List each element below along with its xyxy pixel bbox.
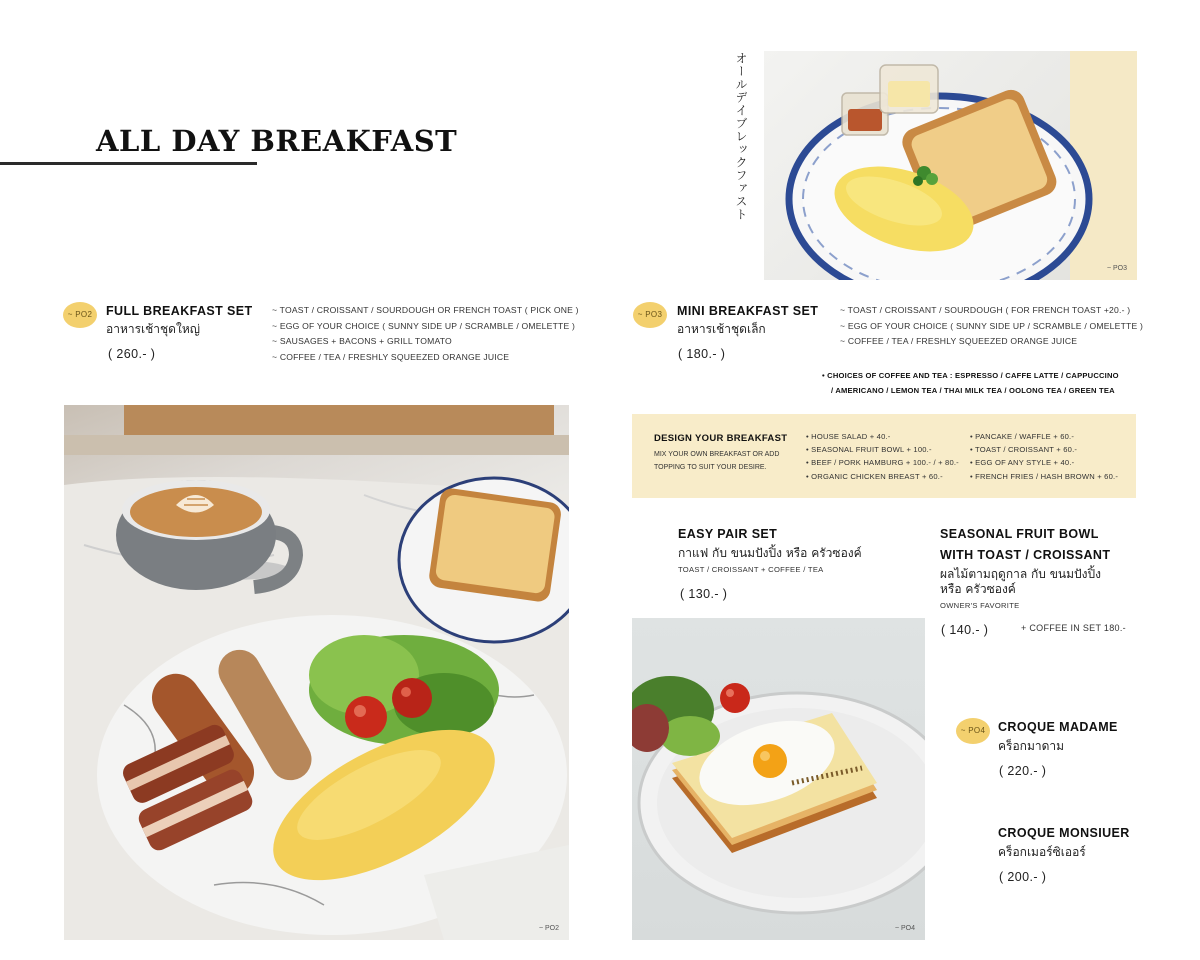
choices-line: • CHOICES OF COFFEE AND TEA : ESPRESSO / CAFFE LATTE / CAPPUCCINO <box>822 371 1119 380</box>
choices-line: / AMERICANO / LEMON TEA / THAI MILK TEA / OOLONG TEA / GREEN TEA <box>831 386 1115 395</box>
design-your-breakfast-panel <box>632 414 1136 498</box>
item-thai-full-breakfast: อาหารเช้าชุดใหญ่ <box>106 322 200 336</box>
list-item: • BEEF / PORK HAMBURG + 100.- / + 80.- <box>806 456 959 469</box>
item-thai-fruit-bowl-line2: หรือ ครัวซองค์ <box>940 582 1016 596</box>
photo-caption: ~ PO2 <box>538 925 559 932</box>
item-name-croque-madame: CROQUE MADAME <box>998 720 1118 734</box>
full-breakfast-description <box>272 303 579 365</box>
page-title: ALL DAY BREAKFAST <box>96 124 458 158</box>
list-item: ~ TOAST / CROISSANT / SOURDOUGH ( FOR FRENCH TOAST +20.- ) <box>840 303 1143 319</box>
list-item: • TOAST / CROISSANT + 60.- <box>970 443 1118 456</box>
photo-full-breakfast <box>64 405 569 940</box>
menu-code-badge: ~ PO3 <box>633 302 667 328</box>
title-underline <box>0 162 257 165</box>
item-name-easy-pair: EASY PAIR SET <box>678 527 778 541</box>
item-thai-fruit-bowl: ผลไม้ตามฤดูกาล กับ ขนมปังปิ้ง <box>940 567 1101 581</box>
item-thai-croque-monsieur: คร็อกเมอร์ซิเออร์ <box>998 845 1086 859</box>
item-name-fruit-bowl: SEASONAL FRUIT BOWL <box>940 527 1099 541</box>
croque-madame-illustration <box>632 618 925 940</box>
photo-caption: ~ PO4 <box>894 925 915 932</box>
list-item: • FRENCH FRIES / HASH BROWN + 60.- <box>970 470 1118 483</box>
item-thai-croque-madame: คร็อกมาดาม <box>998 739 1065 753</box>
list-item: ~ TOAST / CROISSANT / SOURDOUGH OR FRENCH TOAST ( PICK ONE ) <box>272 303 579 319</box>
list-item: ~ COFFEE / TEA / FRESHLY SQUEEZED ORANGE JUICE <box>272 350 579 366</box>
price-croque-madame: ( 220.- ) <box>999 764 1047 778</box>
easy-pair-description: TOAST / CROISSANT + COFFEE / TEA <box>678 565 824 574</box>
add-on-list <box>806 430 959 483</box>
coffee-in-set-addon: + COFFEE IN SET 180.- <box>1021 623 1126 633</box>
list-item: • EGG OF ANY STYLE + 40.- <box>970 456 1118 469</box>
list-item: ~ EGG OF YOUR CHOICE ( SUNNY SIDE UP / SCRAMBLE / OMELETTE ) <box>272 319 579 335</box>
list-item: • HOUSE SALAD + 40.- <box>806 430 959 443</box>
mini-breakfast-description <box>840 303 1143 350</box>
price-croque-monsieur: ( 200.- ) <box>999 870 1047 884</box>
design-panel-subtitle: MIX YOUR OWN BREAKFAST OR ADD TOPPING TO SUIT YOUR DESIRE. <box>654 451 780 471</box>
menu-code-badge: ~ PO2 <box>63 302 97 328</box>
price-fruit-bowl: ( 140.- ) <box>941 623 989 637</box>
photo-omelette-toast <box>764 51 1137 280</box>
list-item: ~ EGG OF YOUR CHOICE ( SUNNY SIDE UP / SCRAMBLE / OMELETTE ) <box>840 319 1143 335</box>
price-mini-breakfast: ( 180.- ) <box>678 347 726 361</box>
design-panel-title: DESIGN YOUR BREAKFAST <box>654 433 788 444</box>
item-name-full-breakfast: FULL BREAKFAST SET <box>106 304 253 318</box>
list-item: ~ SAUSAGES + BACONS + GRILL TOMATO <box>272 334 579 350</box>
list-item: • ORGANIC CHICKEN BREAST + 60.- <box>806 470 959 483</box>
item-name-fruit-bowl-line2: WITH TOAST / CROISSANT <box>940 548 1111 562</box>
price-full-breakfast: ( 260.- ) <box>108 347 156 361</box>
list-item: • PANCAKE / WAFFLE + 60.- <box>970 430 1118 443</box>
menu-code-badge: ~ PO4 <box>956 718 990 744</box>
item-thai-mini-breakfast: อาหารเช้าชุดเล็ก <box>677 322 766 336</box>
item-name-croque-monsieur: CROQUE MONSIUER <box>998 826 1130 840</box>
list-item: • SEASONAL FRUIT BOWL + 100.- <box>806 443 959 456</box>
photo-caption: ~ PO3 <box>1106 265 1127 272</box>
list-item: ~ COFFEE / TEA / FRESHLY SQUEEZED ORANGE JUICE <box>840 334 1143 350</box>
item-name-mini-breakfast: MINI BREAKFAST SET <box>677 304 819 318</box>
owners-favorite-note: OWNER'S FAVORITE <box>940 601 1020 610</box>
coffee-tea-choices <box>822 368 1142 398</box>
add-on-list <box>970 430 1118 483</box>
full-breakfast-illustration <box>64 405 569 940</box>
japanese-title: オールデイブレックファスト <box>734 52 748 221</box>
price-easy-pair: ( 130.- ) <box>680 587 728 601</box>
omelette-toast-illustration <box>764 51 1137 280</box>
item-thai-easy-pair: กาแฟ กับ ขนมปังปิ้ง หรือ ครัวซองค์ <box>678 546 862 560</box>
photo-croque-madame <box>632 618 925 940</box>
